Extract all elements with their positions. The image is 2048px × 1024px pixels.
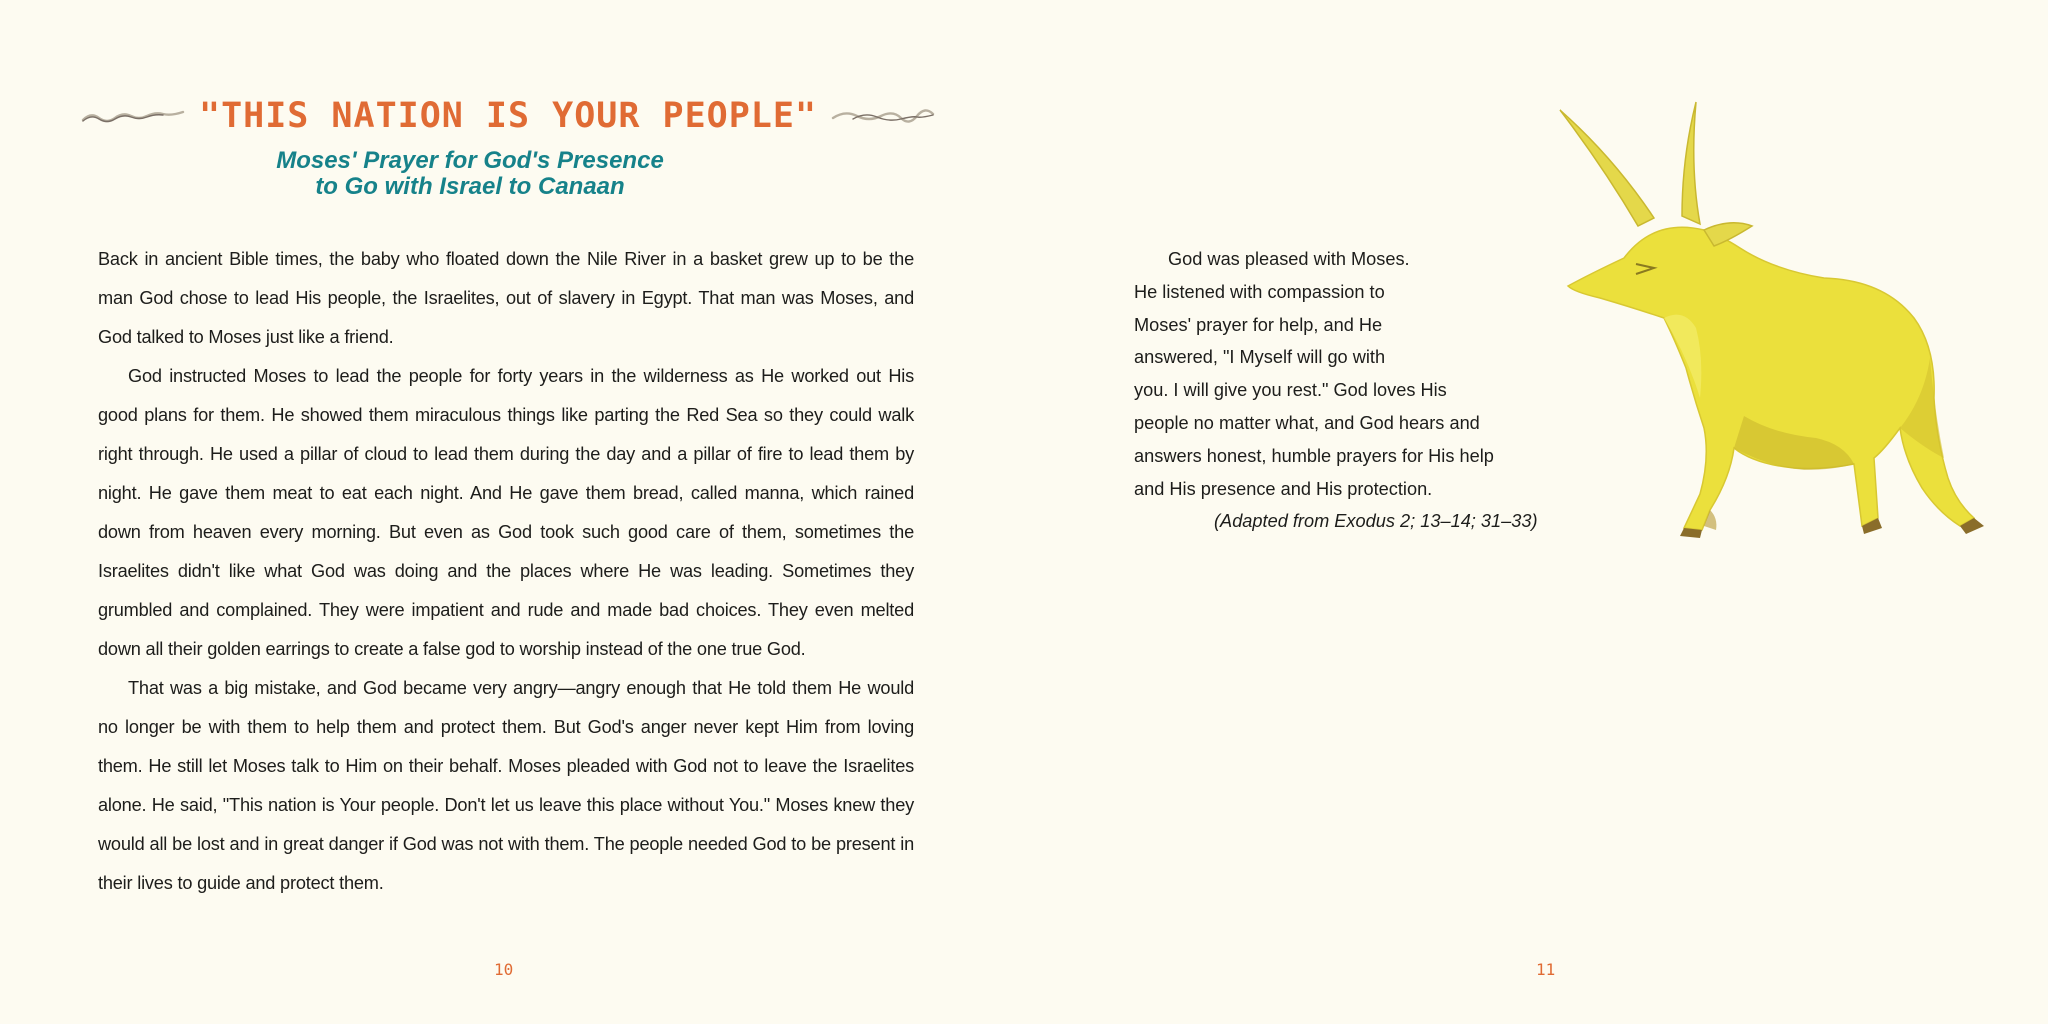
closing-line-6: people no matter what, and God hears and <box>1134 412 1480 433</box>
right-page <box>1024 0 2048 1024</box>
page-title: "THIS NATION IS YOUR PEOPLE" <box>199 96 818 136</box>
scripture-citation: (Adapted from Exodus 2; 13–14; 31–33) <box>1214 511 1538 532</box>
subtitle <box>160 148 780 200</box>
closing-line-5: you. I will give you rest." God loves His <box>1134 380 1447 401</box>
closing-line-7: answers honest, humble prayers for His help <box>1134 445 1494 466</box>
page-number-left: 10 <box>494 960 514 979</box>
closing-line-4: answered, "I Myself will go with <box>1134 347 1386 368</box>
closing-line-8: and His presence and His protection. <box>1134 478 1433 499</box>
paragraph-2: God instructed Moses to lead the people for forty years in the wilderness as He worked out His good plans for them. He showed them miraculous things like parting the Red Sea so they could walk right through. He used a pillar of cloud to lead them during the day and a pillar of fire to lead them by night. He gave them meat to eat each night. And He gave them bread, called manna, which rained down from heaven every morning. But even as God took such good care of them, sometimes the Israelites didn't like what God was doing and the places where He was leading. Sometimes they grumbled and complained. They were impatient and rude and made bad choices. They even melted down all their golden earrings to create a false god to worship instead of the one true God. <box>98 366 914 659</box>
closing-line-1: God was pleased with Moses. <box>1168 249 1410 269</box>
paragraph-1: Back in ancient Bible times, the baby who floated down the Nile River in a basket grew up to be the man God chose to lead His people, the Israelites, out of slavery in Egypt. That man was Moses, and God talked to Moses just like a friend. <box>98 249 914 347</box>
paragraph-3: That was a big mistake, and God became very angry—angry enough that He told them He would no longer be with them to help them and protect them. But God's anger never kept Him from loving them. He still let Moses talk to Him on their behalf. Moses pleaded with God not to leave the Israelites alone. He said, "This nation is Your people. Don't let us leave this place without You." Moses knew they would all be lost and in great danger if God was not with them. The people needed God to be present in their lives to guide and protect them. <box>98 678 914 893</box>
closing-line-2: He listened with compassion to <box>1134 281 1385 302</box>
title-row <box>96 88 920 144</box>
subtitle-line-2: to Go with Israel to Canaan <box>315 173 625 200</box>
page-number-right: 11 <box>1536 960 1556 979</box>
golden-calf-illustration <box>1504 98 1984 598</box>
squiggle-left-icon <box>81 104 185 128</box>
squiggle-right-icon <box>831 104 935 128</box>
subtitle-line-1: Moses' Prayer for God's Presence <box>276 147 664 174</box>
story-text <box>98 240 914 903</box>
closing-line-3: Moses' prayer for help, and He <box>1134 314 1383 335</box>
